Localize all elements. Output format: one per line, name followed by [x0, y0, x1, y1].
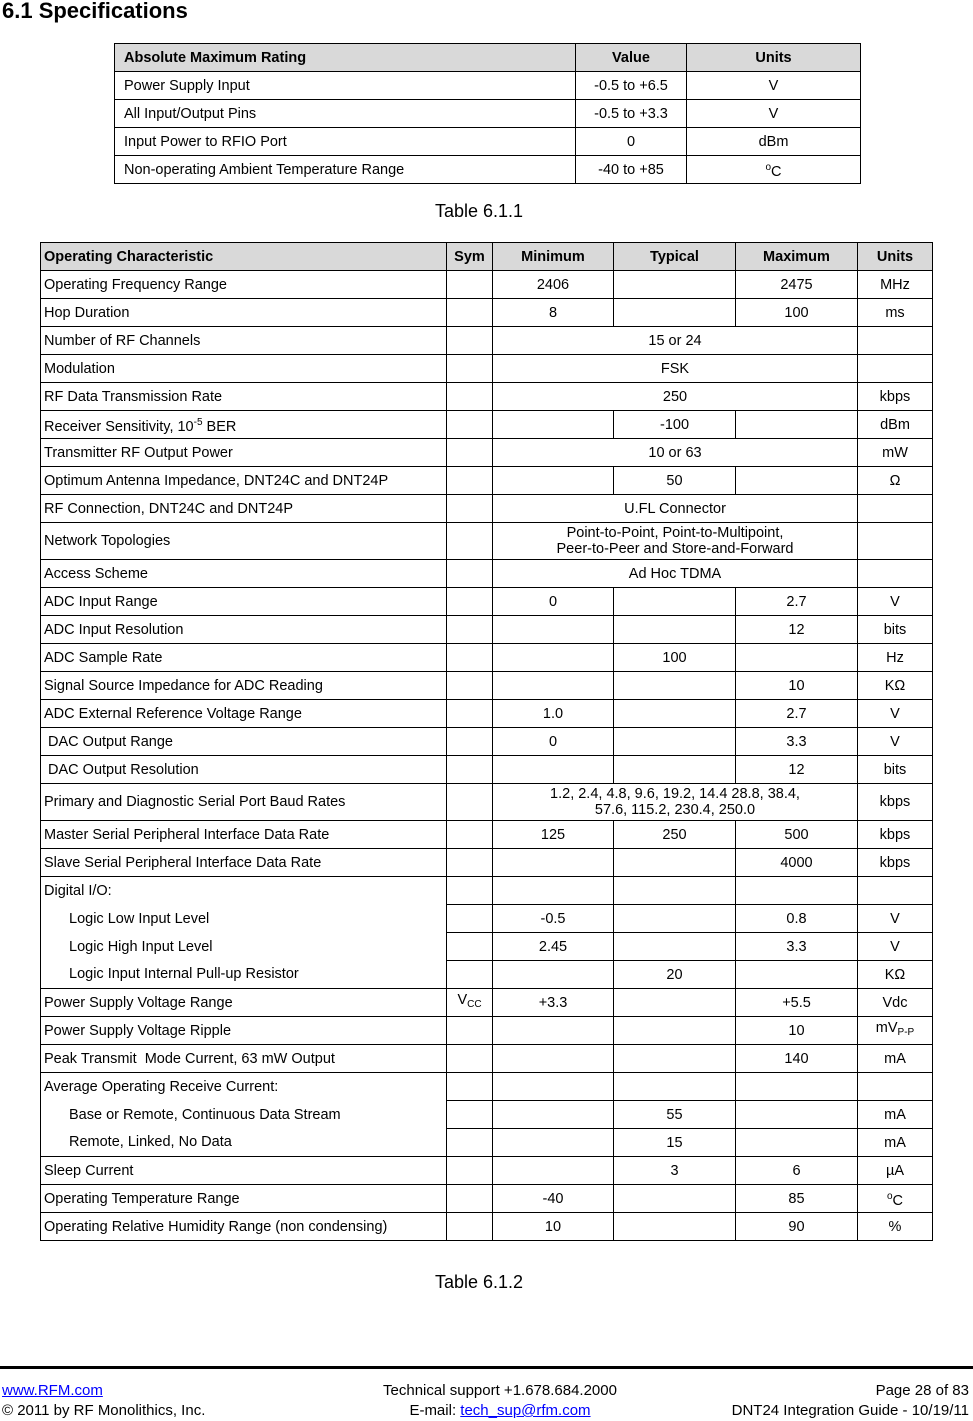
value-cell: -0.5 to +3.3 — [576, 100, 687, 128]
unit-cell: $^o$C — [858, 1185, 933, 1213]
param-cell: Primary and Diagnostic Serial Port Baud Rates — [41, 784, 447, 821]
table-row — [41, 877, 933, 905]
max-cell: 10 — [736, 672, 858, 700]
param-cell: RF Data Transmission Rate — [41, 383, 447, 411]
table-caption: Table 6.1.2 — [435, 1272, 524, 1292]
unit-cell: KΩ — [858, 961, 933, 989]
min-cell: -40 — [493, 1185, 614, 1213]
sym-cell: $V_{CC}$ — [447, 989, 493, 1017]
min-cell: 0 — [493, 728, 614, 756]
min-cell: 2.45 — [493, 933, 614, 961]
col-header: Minimum — [493, 243, 614, 271]
max-cell: 0.8 — [736, 905, 858, 933]
max-cell: 3.3 — [736, 933, 858, 961]
table-row — [115, 72, 861, 100]
unit-cell: µA — [858, 1157, 933, 1185]
param-cell: Operating Temperature Range — [41, 1185, 447, 1213]
unit-cell: Vdc — [858, 989, 933, 1017]
absolute-max-table — [114, 43, 861, 184]
table-row — [115, 156, 861, 184]
param-cell: DAC Output Range — [41, 728, 447, 756]
unit-cell: mW — [858, 439, 933, 467]
min-cell: 10 — [493, 1213, 614, 1241]
value-cell: 250 — [493, 383, 858, 411]
col-header: Units — [687, 44, 861, 72]
table-row — [41, 1185, 933, 1213]
param-cell: Logic Low Input Level — [41, 905, 447, 933]
table-header-row — [41, 243, 933, 271]
max-cell: 2.7 — [736, 700, 858, 728]
param-cell: Slave Serial Peripheral Interface Data Rate — [41, 849, 447, 877]
unit-cell: mA — [858, 1129, 933, 1157]
max-cell: 140 — [736, 1045, 858, 1073]
param-cell: ADC Input Resolution — [41, 616, 447, 644]
param-cell: Number of RF Channels — [41, 327, 447, 355]
unit-cell: V — [858, 905, 933, 933]
max-cell: 6 — [736, 1157, 858, 1185]
footer-left — [2, 1381, 205, 1421]
table-row — [41, 784, 933, 821]
param-cell: Optimum Antenna Impedance, DNT24C and DNT24P — [41, 467, 447, 495]
table-row — [115, 100, 861, 128]
unit-cell: V — [858, 700, 933, 728]
value-cell: U.FL Connector — [493, 495, 858, 523]
typ-cell: 15 — [614, 1129, 736, 1157]
col-header: Operating Characteristic — [41, 243, 447, 271]
col-header: Absolute Maximum Rating — [115, 44, 576, 72]
unit-cell: V — [687, 100, 861, 128]
param-cell: Operating Relative Humidity Range (non condensing) — [41, 1213, 447, 1241]
max-cell: 12 — [736, 616, 858, 644]
table-row — [41, 1045, 933, 1073]
table-row — [41, 1073, 933, 1101]
unit-cell: kbps — [858, 849, 933, 877]
table-header-row — [115, 44, 861, 72]
table-row — [41, 728, 933, 756]
typ-cell: 50 — [614, 467, 736, 495]
typ-cell: 20 — [614, 961, 736, 989]
param-cell: Logic Input Internal Pull-up Resistor — [41, 961, 447, 989]
param-cell: Signal Source Impedance for ADC Reading — [41, 672, 447, 700]
copyright: © 2011 by RF Monolithics, Inc. — [2, 1402, 206, 1419]
max-cell: 2475 — [736, 271, 858, 299]
unit-cell: bits — [858, 756, 933, 784]
param-cell: Access Scheme — [41, 560, 447, 588]
typ-cell: 3 — [614, 1157, 736, 1185]
param-cell: Hop Duration — [41, 299, 447, 327]
unit-cell: dBm — [858, 411, 933, 439]
unit-cell: V — [858, 588, 933, 616]
min-cell: -0.5 — [493, 905, 614, 933]
param-cell: Transmitter RF Output Power — [41, 439, 447, 467]
max-cell: 90 — [736, 1213, 858, 1241]
table-row — [41, 1213, 933, 1241]
unit-cell: dBm — [687, 128, 861, 156]
guide-title: DNT24 Integration Guide - 10/19/11 — [731, 1402, 969, 1419]
table-caption: Table 6.1.1 — [435, 201, 524, 221]
unit-cell: V — [858, 728, 933, 756]
table-row — [41, 616, 933, 644]
param-cell: DAC Output Resolution — [41, 756, 447, 784]
param-cell: Modulation — [41, 355, 447, 383]
email-link[interactable]: tech_sup@rfm.com — [460, 1402, 591, 1419]
unit-cell: ms — [858, 299, 933, 327]
param-cell: Base or Remote, Continuous Data Stream — [41, 1101, 447, 1129]
table-row — [41, 933, 933, 961]
table-row — [41, 383, 933, 411]
param-cell: Power Supply Input — [115, 72, 576, 100]
min-cell: 1.0 — [493, 700, 614, 728]
table-row — [41, 355, 933, 383]
param-cell: Peak Transmit Mode Current, 63 mW Output — [41, 1045, 447, 1073]
param-cell: Digital I/O: — [41, 877, 447, 905]
table-row — [41, 1129, 933, 1157]
table-row — [41, 672, 933, 700]
value-cell: 1.2, 2.4, 4.8, 9.6, 19.2, 14.4 28.8, 38.4, 57.6, 115.2, 230.4, 250.0 — [493, 784, 858, 821]
table-row — [41, 523, 933, 560]
min-cell: +3.3 — [493, 989, 614, 1017]
max-cell: +5.5 — [736, 989, 858, 1017]
min-cell: 0 — [493, 588, 614, 616]
table-row — [41, 411, 933, 439]
operating-characteristics-table — [40, 242, 933, 1241]
table-row — [41, 644, 933, 672]
max-cell: 100 — [736, 299, 858, 327]
col-header: Maximum — [736, 243, 858, 271]
website-link[interactable]: www.RFM.com — [2, 1382, 103, 1399]
param-cell: Power Supply Voltage Range — [41, 989, 447, 1017]
unit-cell: kbps — [858, 821, 933, 849]
unit-cell: $^o$C — [687, 156, 861, 184]
value-cell: -0.5 to +6.5 — [576, 72, 687, 100]
unit-cell: mA — [858, 1101, 933, 1129]
unit-cell: bits — [858, 616, 933, 644]
typ-cell: -100 — [614, 411, 736, 439]
table-row — [41, 961, 933, 989]
table-row — [41, 1157, 933, 1185]
table-row — [41, 327, 933, 355]
param-cell: Network Topologies — [41, 523, 447, 560]
footer-right — [732, 1381, 969, 1421]
max-cell: 3.3 — [736, 728, 858, 756]
col-header: Typical — [614, 243, 736, 271]
param-cell: Receiver Sensitivity, $10^{-5}$ BER — [41, 411, 447, 439]
min-cell: 8 — [493, 299, 614, 327]
table-row — [41, 1017, 933, 1045]
value-cell: 0 — [576, 128, 687, 156]
param-cell: Non-operating Ambient Temperature Range — [115, 156, 576, 184]
param-cell: Remote, Linked, No Data — [41, 1129, 447, 1157]
max-cell: 4000 — [736, 849, 858, 877]
col-header: Units — [858, 243, 933, 271]
unit-cell: MHz — [858, 271, 933, 299]
table-row — [41, 989, 933, 1017]
unit-cell: V — [687, 72, 861, 100]
typ-cell: 55 — [614, 1101, 736, 1129]
typ-cell: 100 — [614, 644, 736, 672]
page-number: Page 28 of 83 — [875, 1382, 969, 1399]
table-row — [115, 128, 861, 156]
table-row — [41, 1101, 933, 1129]
value-cell: Point-to-Point, Point-to-Multipoint, Peer-to-Peer and Store-and-Forward — [493, 523, 858, 560]
table-row — [41, 821, 933, 849]
table-row — [41, 560, 933, 588]
param-cell: Logic High Input Level — [41, 933, 447, 961]
max-cell: 12 — [736, 756, 858, 784]
table-row — [41, 849, 933, 877]
footer-center — [330, 1381, 670, 1421]
table-row — [41, 588, 933, 616]
unit-cell: $mV_{P-P}$ — [858, 1017, 933, 1045]
table-row — [41, 299, 933, 327]
unit-cell: Hz — [858, 644, 933, 672]
footer-divider — [0, 1366, 973, 1369]
table-row — [41, 439, 933, 467]
max-cell: 85 — [736, 1185, 858, 1213]
unit-cell: Ω — [858, 467, 933, 495]
table-row — [41, 756, 933, 784]
min-cell: 2406 — [493, 271, 614, 299]
max-cell: 2.7 — [736, 588, 858, 616]
col-header: Sym — [447, 243, 493, 271]
max-cell: 10 — [736, 1017, 858, 1045]
table-row — [41, 700, 933, 728]
value-cell: Ad Hoc TDMA — [493, 560, 858, 588]
max-cell: 500 — [736, 821, 858, 849]
table-row — [41, 495, 933, 523]
param-cell: Operating Frequency Range — [41, 271, 447, 299]
typ-cell: 250 — [614, 821, 736, 849]
table-row — [41, 467, 933, 495]
value-cell: -40 to +85 — [576, 156, 687, 184]
value-cell: 15 or 24 — [493, 327, 858, 355]
table-row — [41, 905, 933, 933]
min-cell: 125 — [493, 821, 614, 849]
param-cell: Master Serial Peripheral Interface Data Rate — [41, 821, 447, 849]
unit-cell: % — [858, 1213, 933, 1241]
param-cell: All Input/Output Pins — [115, 100, 576, 128]
param-cell: Power Supply Voltage Ripple — [41, 1017, 447, 1045]
page-title: 6.1 Specifications — [2, 0, 188, 23]
col-header: Value — [576, 44, 687, 72]
param-cell: Average Operating Receive Current: — [41, 1073, 447, 1101]
value-cell: 10 or 63 — [493, 439, 858, 467]
param-cell: RF Connection, DNT24C and DNT24P — [41, 495, 447, 523]
unit-cell: KΩ — [858, 672, 933, 700]
unit-cell: mA — [858, 1045, 933, 1073]
param-cell: ADC Sample Rate — [41, 644, 447, 672]
value-cell: FSK — [493, 355, 858, 383]
email-label: E-mail: — [409, 1402, 461, 1419]
unit-cell: kbps — [858, 383, 933, 411]
param-cell: Input Power to RFIO Port — [115, 128, 576, 156]
param-cell: ADC Input Range — [41, 588, 447, 616]
param-cell: ADC External Reference Voltage Range — [41, 700, 447, 728]
support-phone: Technical support +1.678.684.2000 — [383, 1382, 617, 1399]
unit-cell: V — [858, 933, 933, 961]
param-cell: Sleep Current — [41, 1157, 447, 1185]
table-row — [41, 271, 933, 299]
unit-cell: kbps — [858, 784, 933, 821]
